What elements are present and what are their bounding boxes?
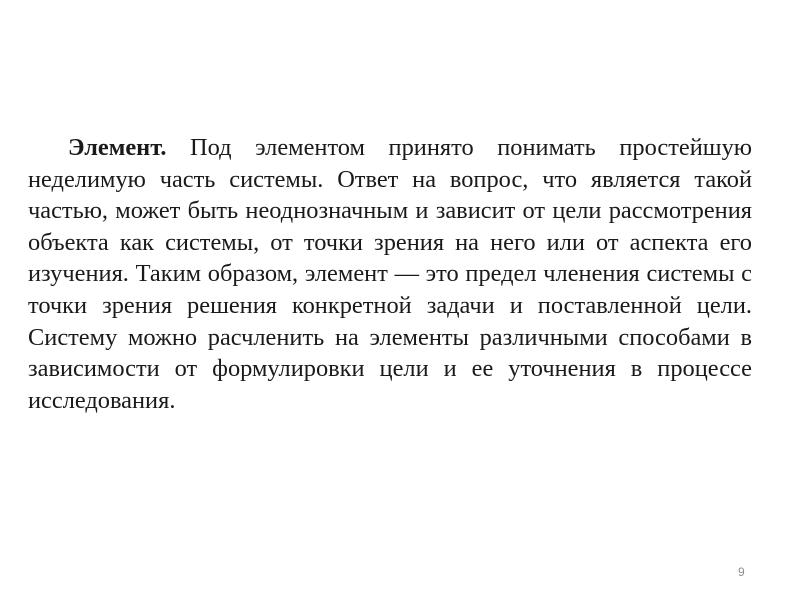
term-heading: Элемент. xyxy=(68,134,167,161)
page-number: 9 xyxy=(738,565,745,579)
definition-paragraph xyxy=(28,132,752,416)
definition-text: Под элементом принято понимать простейшую неделимую часть системы. Ответ на вопрос, что является такой частью, может быть неоднозначным и зависит от цели рассмотрения объекта как системы, от точки зрения на него или от аспекта его изучения. Таким образом, элемент — это предел членения системы с точки зрения решения конкретной задачи и поставленной цели. Систему можно расчленить на элементы различными способами в зависимости от формулировки цели и ее уточнения в процессе исследования. xyxy=(28,134,752,414)
